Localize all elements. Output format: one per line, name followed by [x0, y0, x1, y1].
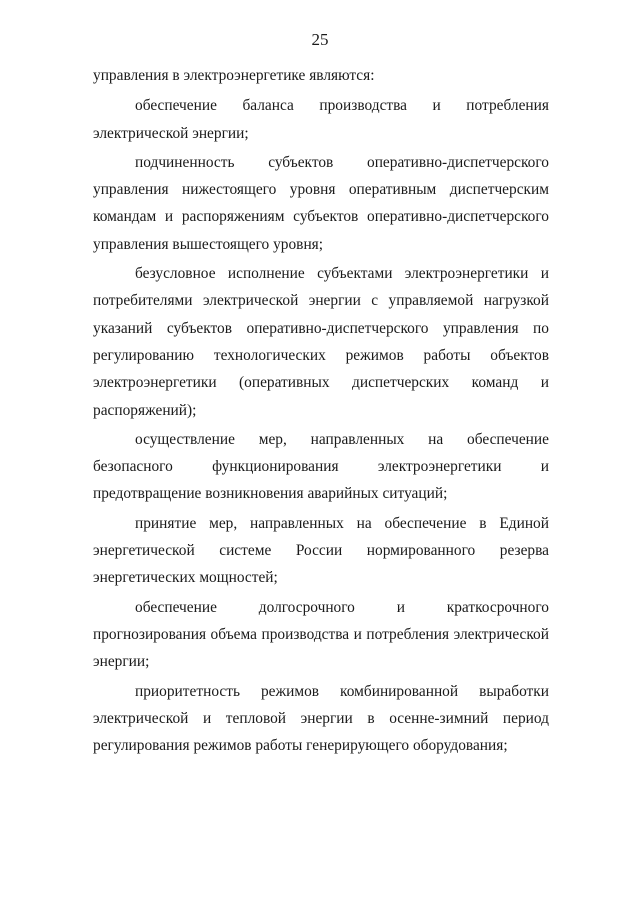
- list-item: обеспечение баланса производства и потребления электрической энергии;: [93, 97, 549, 142]
- lead-line: управления в электроэнергетике являются:: [93, 67, 375, 84]
- list-item: подчиненность субъектов оперативно-диспетчерского управления нижестоящего уровня оперативным диспетчерским командам и распоряжениям субъектов оперативно-диспетчерского управления вышестоящего уровня;: [93, 153, 549, 253]
- document-body: [93, 62, 549, 759]
- list-item: безусловное исполнение субъектами электроэнергетики и потребителями электрической энергии с управляемой нагрузкой указаний субъектов оперативно-диспетчерского управления по регулированию технологических режимов работы объектов электроэнергетики (оперативных диспетчерских команд и распоряжений);: [93, 265, 549, 419]
- list-item: обеспечение долгосрочного и краткосрочного прогнозирования объема производства и потребления электрической энергии;: [93, 598, 549, 671]
- page-number: 25: [311, 30, 329, 49]
- list-item: осуществление мер, направленных на обеспечение безопасного функционирования электроэнергетики и предотвращение возникновения аварийных ситуаций;: [93, 430, 549, 503]
- list-item: принятие мер, направленных на обеспечение в Единой энергетической системе России нормированного резерва энергетических мощностей;: [93, 514, 549, 587]
- list-item: приоритетность режимов комбинированной выработки электрической и тепловой энергии в осенне-зимний период регулирования режимов работы генерирующего оборудования;: [93, 682, 549, 755]
